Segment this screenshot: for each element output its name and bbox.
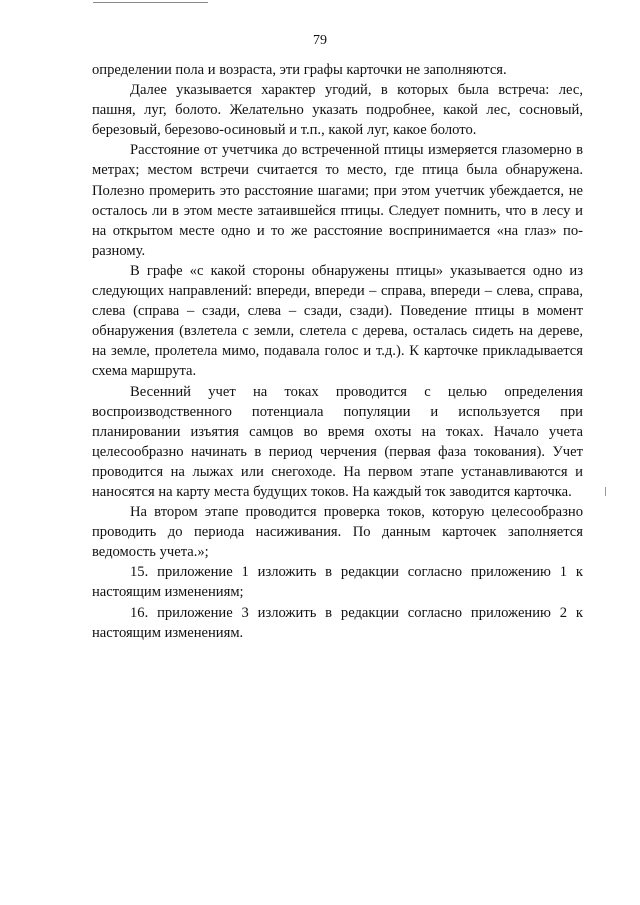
top-edge-rule: [93, 2, 208, 3]
paragraph-direction: В графе «с какой стороны обнаружены птицы» указывается одно из следующих направлений: впереди, впереди – справа, впереди – слева, справа, слева (справа – сзади, слева – сзади, сзади). Поведение птицы в момент обнаружения (взлетела с земли, слетела с дерева, осталась сидеть на дереве, на земле, пролетела мимо, подавала голос и т.д.). К карточке прикладывается схема маршрута.: [92, 262, 583, 380]
paragraph-distance: Расстояние от учетчика до встреченной птицы измеряется глазомерно в метрах; местом встречи считается то место, где птица была обнаружена. Полезно промерить это расстояние шагами; при этом учетчик убеждается, не осталось ли в этом месте затаившейся птицы. Следует помнить, что в лесу и на открытом месте одно и то же расстояние воспринимается «на глаз» по-разному.: [92, 142, 583, 259]
paragraph-habitat: Далее указывается характер угодий, в которых была встреча: лес, пашня, луг, болото. Желательно указать подробнее, какой лес, сосновый, березовый, березово-осиновый и т.п., какой луг, какое болото.: [92, 82, 583, 139]
page-number: 79: [313, 33, 327, 48]
paragraph-spring-count: Весенний учет на токах проводится с целью определения воспроизводственного потенциала популяции и используется при планировании изъятия самцов во время охоты на токах. Начало учета целесообразно начинать в период черчения (первая фаза токования). Учет проводится на лыжах или снегоходе. На первом этапе устанавливаются и наносятся на карту места будущих токов. На каждый ток заводится карточка.: [92, 383, 583, 500]
amendment-item-16: 16. приложение 3 изложить в редакции согласно приложению 2 к настоящим изменениям.: [92, 604, 583, 641]
amendment-item-15: 15. приложение 1 изложить в редакции согласно приложению 1 к настоящим изменениям;: [92, 564, 583, 601]
document-body: [92, 60, 583, 643]
margin-mark: [605, 487, 606, 496]
paragraph-continuation: определении пола и возраста, эти графы карточки не заполняются.: [92, 62, 507, 78]
paragraph-second-stage: На втором этапе проводится проверка токов, которую целесообразно проводить до периода насиживания. По данным карточек заполняется ведомость учета.»;: [92, 504, 583, 561]
